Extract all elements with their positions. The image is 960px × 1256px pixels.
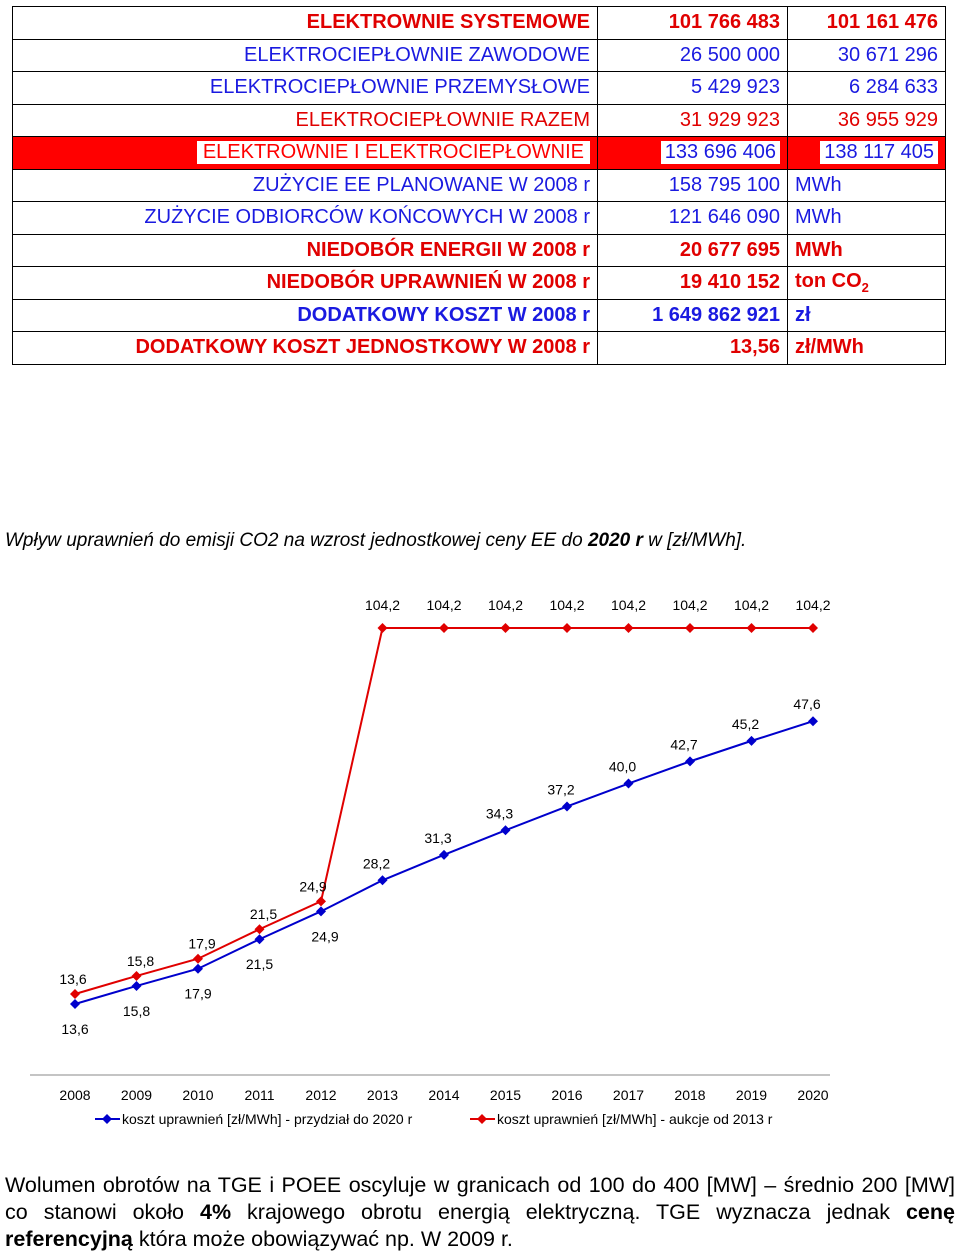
data-label-przydzial: 47,6 (793, 696, 821, 713)
point-aukcje (808, 623, 818, 633)
row-label: NIEDOBÓR UPRAWNIEŃ W 2008 r (13, 267, 598, 300)
point-aukcje (316, 896, 326, 906)
table-row (13, 202, 946, 235)
table-row (13, 267, 946, 300)
paragraph-text-2: krajowego obrotu energią elektryczną. TGE wyznacza jednak (231, 1200, 906, 1224)
unit: MWh (788, 169, 946, 202)
value-1: 1 649 862 921 (598, 299, 788, 332)
point-przydzial (70, 999, 80, 1009)
row-label: ZUŻYCIE ODBIORCÓW KOŃCOWYCH W 2008 r (13, 202, 598, 235)
point-aukcje (685, 623, 695, 633)
data-label-aukcje: 104,2 (549, 597, 585, 613)
legend-label-aukcje: koszt uprawnień [zł/MWh] - aukcje od 2013 r (497, 1111, 773, 1127)
x-tick-label: 2016 (551, 1087, 583, 1103)
value-1: 26 500 000 (598, 39, 788, 72)
data-label-aukcje: 15,8 (126, 952, 155, 969)
point-aukcje (501, 623, 511, 633)
caption-text: Wpływ uprawnień do emisji CO2 na wzrost jednostkowej ceny EE do (5, 530, 588, 551)
value-1: 31 929 923 (598, 104, 788, 137)
legend-marker-przydzial (102, 1114, 112, 1124)
emission-cost-chart (0, 580, 960, 1140)
data-label-aukcje: 21,5 (249, 906, 278, 923)
data-label-aukcje: 24,9 (299, 878, 327, 895)
data-label-przydzial: 31,3 (424, 829, 452, 846)
chart-caption (5, 530, 746, 552)
data-label-aukcje: 104,2 (364, 597, 401, 613)
paragraph-bold-2: cenę referencyjną (5, 1200, 955, 1251)
data-label-aukcje: 104,2 (426, 597, 462, 613)
data-label-przydzial: 40,0 (608, 758, 637, 775)
unit: ton $CO_2$ (788, 267, 946, 300)
point-aukcje (255, 924, 265, 934)
unit: MWh (788, 202, 946, 235)
row-label: ELEKTROWNIE SYSTEMOWE (13, 7, 598, 40)
x-tick-label: 2013 (366, 1087, 399, 1103)
table-row (13, 332, 946, 365)
table-row (13, 234, 946, 267)
paragraph (5, 1172, 955, 1253)
value-1: 133 696 406 (598, 137, 788, 170)
row-label: ELEKTROCIEPŁOWNIE PRZEMYSŁOWE (13, 72, 598, 105)
x-tick-label: 2020 (797, 1087, 829, 1103)
point-aukcje (562, 623, 572, 633)
value-1: 121 646 090 (598, 202, 788, 235)
point-przydzial (378, 875, 388, 885)
x-tick-label: 2018 (674, 1087, 706, 1103)
value-1: 101 766 483 (598, 7, 788, 40)
data-label-przydzial: 28,2 (362, 855, 391, 872)
point-przydzial (808, 716, 818, 726)
point-przydzial (316, 906, 326, 916)
x-tick-label: 2017 (612, 1087, 645, 1103)
point-aukcje (70, 989, 80, 999)
table-row (13, 169, 946, 202)
point-przydzial (501, 825, 511, 835)
x-tick-label: 2010 (182, 1087, 214, 1103)
row-label: DODATKOWY KOSZT W 2008 r (13, 299, 598, 332)
value-2: 138 117 405 (788, 137, 946, 170)
unit: zł (788, 299, 946, 332)
unit: zł/MWh (788, 332, 946, 365)
x-tick-label: 2008 (59, 1087, 91, 1103)
point-przydzial (747, 736, 757, 746)
point-aukcje (193, 954, 203, 964)
point-przydzial (439, 850, 449, 860)
data-label-aukcje: 17,9 (188, 935, 216, 952)
row-label: ZUŻYCIE EE PLANOWANE W 2008 r (13, 169, 598, 202)
point-przydzial (624, 779, 634, 789)
data-label-przydzial: 45,2 (731, 715, 760, 732)
point-przydzial (562, 801, 572, 811)
legend-marker-aukcje (477, 1114, 487, 1124)
x-tick-label: 2011 (244, 1087, 275, 1103)
x-tick-label: 2015 (489, 1087, 522, 1103)
data-label-przydzial: 37,2 (547, 781, 575, 798)
point-aukcje (624, 623, 634, 633)
point-przydzial (685, 756, 695, 766)
value-2: 6 284 633 (788, 72, 946, 105)
value-1: 19 410 152 (598, 267, 788, 300)
row-label: DODATKOWY KOSZT JEDNOSTKOWY W 2008 r (13, 332, 598, 365)
value-2: 30 671 296 (788, 39, 946, 72)
series-line-aukcje (75, 628, 813, 994)
unit: MWh (788, 234, 946, 267)
paragraph-text-1: Wolumen obrotów na TGE i POEE oscyluje w granicach od 100 do 400 [MW] – średnio 200 [MW] co stanowi około (5, 1173, 955, 1224)
data-label-aukcje: 13,6 (59, 971, 87, 987)
caption-unit: w [zł/MWh]. (642, 530, 747, 551)
row-label: ELEKTROCIEPŁOWNIE ZAWODOWE (13, 39, 598, 72)
data-label-przydzial: 15,8 (122, 1002, 151, 1019)
table-row (13, 137, 946, 170)
table-row (13, 72, 946, 105)
point-przydzial (132, 981, 142, 991)
data-label-przydzial: 13,6 (61, 1021, 89, 1037)
row-label: ELEKTROCIEPŁOWNIE RAZEM (13, 104, 598, 137)
unit-subscript: 2 (861, 280, 869, 296)
data-label-przydzial: 24,9 (311, 928, 339, 945)
paragraph-text-3: która może obowiązywać np. W 2009 r. (132, 1227, 513, 1251)
row-label: ELEKTROWNIE I ELEKTROCIEPŁOWNIE (13, 137, 598, 170)
table-row (13, 299, 946, 332)
table-row (13, 104, 946, 137)
value-2: 101 161 476 (788, 7, 946, 40)
point-aukcje (132, 971, 142, 981)
paragraph-bold-1: 4% (199, 1200, 232, 1224)
data-label-aukcje: 104,2 (733, 597, 770, 613)
point-aukcje (378, 623, 388, 633)
point-przydzial (193, 964, 203, 974)
data-label-przydzial: 21,5 (245, 956, 274, 973)
value-1: 20 677 695 (598, 234, 788, 267)
point-przydzial (255, 934, 265, 944)
x-tick-label: 2014 (428, 1087, 460, 1103)
x-tick-label: 2012 (305, 1087, 337, 1103)
point-aukcje (439, 623, 449, 633)
data-label-aukcje: 104,2 (672, 597, 708, 613)
data-label-przydzial: 34,3 (485, 805, 514, 822)
table-row (13, 39, 946, 72)
data-label-aukcje: 104,2 (610, 597, 647, 613)
data-label-aukcje: 104,2 (795, 597, 831, 613)
x-tick-label: 2019 (735, 1087, 768, 1103)
caption-year: 2020 r (587, 530, 643, 551)
value-1: 158 795 100 (598, 169, 788, 202)
data-label-przydzial: 17,9 (184, 985, 212, 1002)
energy-table (12, 6, 946, 365)
data-label-przydzial: 42,7 (670, 736, 698, 753)
x-tick-label: 2009 (120, 1087, 153, 1103)
legend-label-przydzial: koszt uprawnień [zł/MWh] - przydział do 2020 r (122, 1111, 413, 1127)
point-aukcje (747, 623, 757, 633)
row-label: NIEDOBÓR ENERGII W 2008 r (13, 234, 598, 267)
table-row (13, 7, 946, 40)
value-1: 13,56 (598, 332, 788, 365)
data-label-aukcje: 104,2 (487, 597, 524, 613)
value-1: 5 429 923 (598, 72, 788, 105)
value-2: 36 955 929 (788, 104, 946, 137)
